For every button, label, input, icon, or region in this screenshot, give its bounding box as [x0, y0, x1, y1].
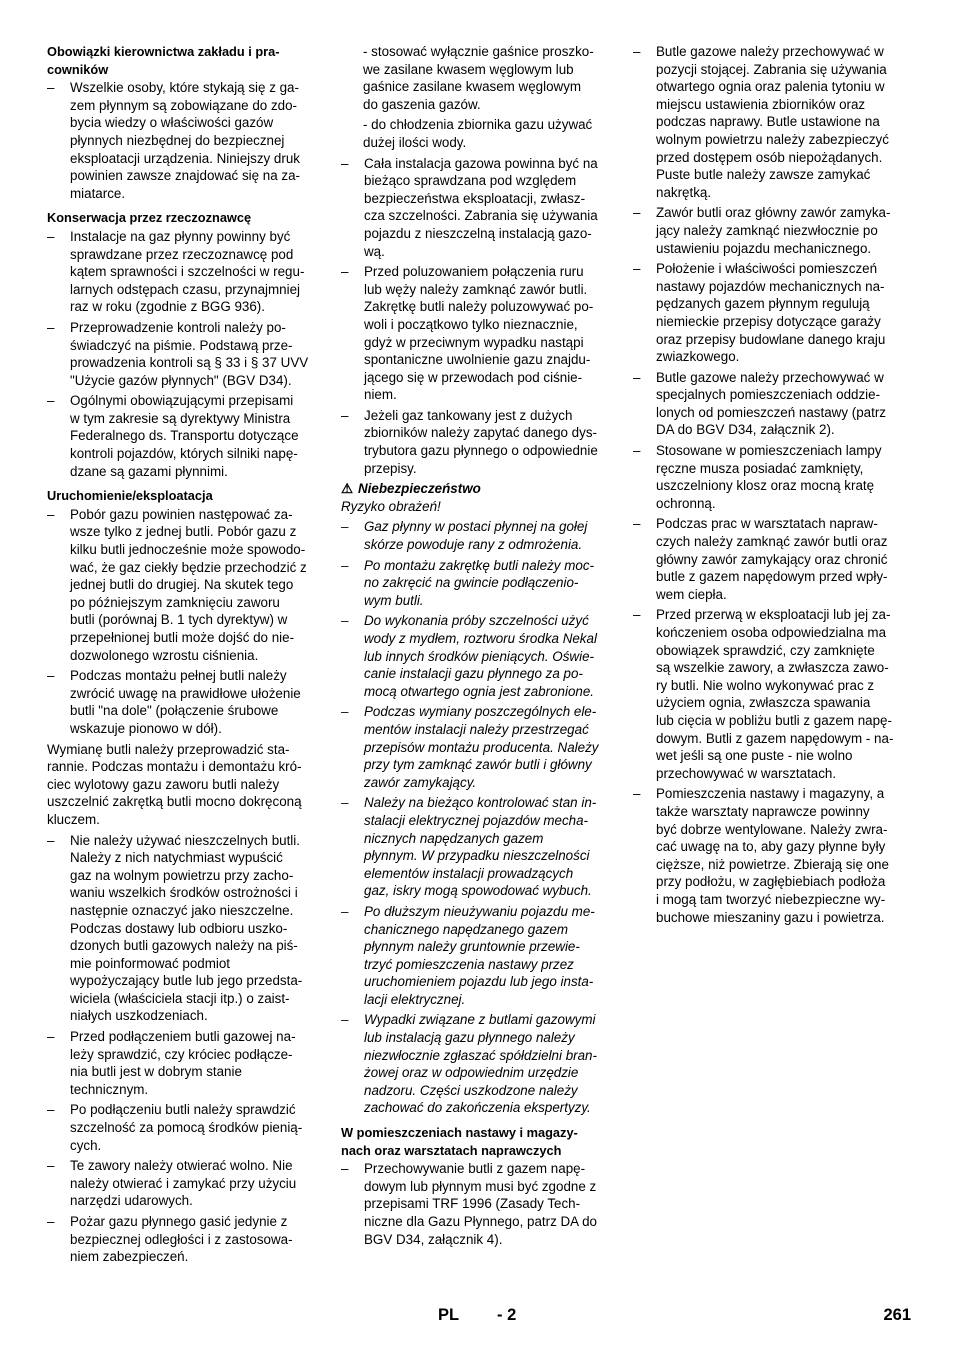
- list-item-text: Zawór butli oraz główny zawór zamyka- jący należy zamknąć niezwłocznie po ustawieniu pojazdu mechanicznego.: [656, 205, 891, 256]
- dash-bullet-icon: –: [47, 668, 55, 684]
- list-item-text: Stosowane w pomieszczeniach lampy ręczne musza posiadać zamknięty, uszczelniony klosz oraz mocną kratę ochronną.: [656, 443, 882, 511]
- warning-triangle-icon: ⚠: [341, 481, 354, 497]
- list-item: [47, 228, 322, 316]
- list-item: [633, 515, 908, 603]
- list-item-text: Przed poluzowaniem połączenia ruru lub węży należy zamknąć zawór butli. Zakrętkę butli należy poluzowywać po- woli i początkowo tylko nieznacznie, gdyż w przeciwnym wypadku nastąpi spontaniczne uwolnienie gazu znajdu- jącego się w przewodach pod ciśnie- niem.: [364, 264, 594, 403]
- list-item-text: Ogólnymi obowiązującymi przepisami w tym zakresie są dyrektywy Ministra Federalnego ds. Transportu dotyczące kontroli pojazdów, których silniki napę- dzane są gazami płynnimi.: [70, 393, 299, 479]
- dash-bullet-icon: –: [47, 393, 55, 409]
- dash-bullet-icon: –: [341, 795, 349, 811]
- list-item-text: Instalacje na gaz płynny powinny być sprawdzane przez rzeczoznawcę pod kątem sprawności i szczelności w regu- larnych odstępach czasu, przynajmniej raz w roku (zgodnie z BGG 936).: [70, 228, 305, 315]
- list-item: [341, 903, 616, 1009]
- list-item-text: Wypadki związane z butlami gazowymi lub instalacją gazu płynnego należy niezwłocznie zgłaszać spółdzielni bran- żowej oraz w odpowiednim urzędzie nadzoru. Części uszkodzone należy zachować do zakończenia ekspertyzy.: [364, 1012, 597, 1116]
- list-item: [633, 606, 908, 782]
- dash-bullet-icon: –: [341, 613, 349, 629]
- list-item-text: Do wykonania próby szczelności użyć wody z mydłem, roztworu środka Nekal lub innych środków pieniących. Oświe- canie instalacji gazu płynnego za po- mocą otwartego ognia jest zabronione.: [364, 613, 597, 699]
- dash-bullet-icon: –: [47, 1158, 55, 1174]
- warning-heading: [341, 480, 616, 498]
- dash-bullet-icon: –: [633, 369, 641, 385]
- list-item: [341, 794, 616, 900]
- dash-bullet-icon: –: [341, 1161, 349, 1177]
- dash-bullet-icon: –: [47, 80, 55, 96]
- column-2: [341, 43, 616, 1251]
- footer-language: PL: [438, 1306, 460, 1324]
- list-item-text: Przeprowadzenie kontroli należy po- świadczyć na piśmie. Podstawą prze- prowadzenia kontroli są § 33 i § 37 UVV "Użycie gazów płynnych" (BGV D34).: [70, 319, 309, 388]
- list-item: [341, 518, 616, 553]
- dash-bullet-icon: –: [633, 516, 641, 532]
- dash-bullet-icon: –: [47, 319, 55, 335]
- page-number: 261: [883, 1306, 911, 1324]
- list-item-text: Po dłuższym nieużywaniu pojazdu me- chanicznego napędzanego gazem płynnym należy gruntownie przewie- trzyć pomieszczenia nastawy przez uruchomieniem pojazdu lub jego insta- lacji elektrycznej.: [364, 903, 595, 1007]
- list-item: [47, 319, 322, 389]
- paragraph: Wymianę butli należy przeprowadzić sta- rannie. Podczas montażu i demontażu kró- ciec wylotowy gazu zaworu butli należy uszczelnić zakrętką butli mocno dokręconą kluczem.: [47, 741, 302, 827]
- dash-bullet-icon: –: [341, 264, 349, 280]
- list-item-text: Przed przerwą w eksploatacji lub jej za- kończeniem osoba odpowiedzialna ma obowiązek sprawdzić, czy zamknięte są wszelkie zawory, a zwłaszcza zawo- ry butli. Nie wolno wykonywać prac z użyciem ognia, zwłaszcza spawania lub cięcia w pobliżu butli z gazem napę- dowym. Butli z gazem napędowym - na- wet jeśli są one puste - nie wolno przechowywać w warsztatach.: [656, 607, 894, 781]
- dash-bullet-icon: –: [341, 407, 349, 423]
- list-item: [633, 43, 908, 201]
- list-item: [47, 1157, 322, 1210]
- list-item-text: Wszelkie osoby, które stykają się z ga- zem płynnym są zobowiązane do zdo- bycia wiedzy o właściwości gazów płynnych niezbędnej do bezpiecznej eksploatacji urządzenia. Niniejszy druk powinien zawsze znajdować się na za- miatarce.: [70, 80, 300, 201]
- dash-bullet-icon: –: [47, 1029, 55, 1045]
- list-item: [47, 1028, 322, 1098]
- section-heading: W pomieszczeniach nastawy i magazy- nach oraz warsztatach naprawczych: [341, 1125, 578, 1158]
- section-heading: Uruchomienie/eksploatacja: [47, 488, 213, 504]
- list-item-text: Pomieszczenia nastawy i magazyny, a także warsztaty naprawcze powinny być dobrze wentylowane. Należy zwra- cać uwagę na to, aby gazy płynne były cięższe, niż powietrze. Zbierają się one przy podłożu, w zagłębiebiach podłoża i mogą tam tworzyć niebezpieczne wy- buchowe mieszaniny gazu i powietrza.: [656, 786, 889, 925]
- dash-bullet-icon: –: [341, 903, 349, 919]
- dash-bullet-icon: –: [47, 506, 55, 522]
- paragraph: - stosować wyłącznie gaśnice proszko- we zasilane kwasem węglowym lub gaśnice zasilane kwasem węglowym do gaszenia gazów.: [363, 44, 594, 112]
- section-heading: Konserwacja przez rzeczoznawcę: [47, 210, 252, 226]
- list-item: [633, 442, 908, 512]
- dash-bullet-icon: –: [633, 44, 641, 59]
- list-item-text: Nie należy używać nieszczelnych butli. Należy z nich natychmiast wypuścić gaz na wolnym powietrzu przy zacho- waniu wszelkich środków ostrożności i następnie oznaczyć jako nieszczelne. Podczas dostawy lub odbioru uszko- dzonych butli gazowych należy na piś- mie poinformować podmiot wypożyczający butle lub jego przedsta- wiciela (właściciela stacji itp.) o zaist- niałych uszkodzeniach.: [70, 832, 303, 1024]
- list-item-text: Pożar gazu płynnego gasić jedynie z bezpiecznej odległości i z zastosowa- niem zabezpieczeń.: [70, 1214, 293, 1265]
- paragraph: - do chłodzenia zbiornika gazu używać dużej ilości wody.: [363, 117, 593, 150]
- list-item-text: Przed podłączeniem butli gazowej na- leży sprawdzić, czy króciec podłącze- nia butli jest w dobrym stanie technicznym.: [70, 1029, 296, 1097]
- dash-bullet-icon: –: [633, 261, 641, 277]
- list-item: [341, 612, 616, 700]
- list-item-text: Te zawory należy otwierać wolno. Nie należy otwierać i zamykać przy użyciu narzędzi udarowych.: [70, 1158, 297, 1209]
- list-item-text: Gaz płynny w postaci płynnej na gołej skórze powoduje rany z odmrożenia.: [364, 519, 588, 553]
- list-item-text: Cała instalacja gazowa powinna być na bieżąco sprawdzana pod względem bezpieczeństwa eksploatacji, zwłasz- cza szczelności. Zabrania się używania pojazdu z nieszczelną instalacją gazo- wą.: [364, 155, 598, 259]
- list-item: [341, 703, 616, 791]
- footer-section: - 2: [497, 1306, 517, 1324]
- list-item: [341, 155, 616, 261]
- dash-bullet-icon: –: [633, 443, 641, 459]
- list-item-text: Położenie i właściwości pomieszczeń nastawy pojazdów mechanicznych na- pędzanych gazem płynnym regulują niemieckie przepisy dotyczące garaży oraz przepisy budowlane danego kraju zwiazkowego.: [656, 261, 886, 365]
- list-item: [633, 204, 908, 257]
- dash-bullet-icon: –: [341, 704, 349, 720]
- dash-bullet-icon: –: [341, 1012, 349, 1028]
- list-item-text: Po podłączeniu butli należy sprawdzić szczelność za pomocą środków pienią- cych.: [70, 1102, 303, 1153]
- list-item-text: Podczas montażu pełnej butli należy zwrócić uwagę na prawidłowe ułożenie butli "na dole" (połączenie śrubowe wskazuje pionowo w dół).: [70, 668, 301, 736]
- list-item-text: Należy na bieżąco kontrolować stan in- stalacji elektrycznej pojazdów mecha- nicznych napędzanych gazem płynnym. W przypadku nieszczelności elementów instalacji prowadzących gaz, iskry mogą spowodować wybuch.: [364, 795, 597, 899]
- list-item: [341, 1011, 616, 1117]
- list-item: [47, 1101, 322, 1154]
- section-heading: Obowiązki kierownictwa zakładu i pra- cowników: [47, 44, 280, 77]
- list-item: [47, 667, 322, 737]
- dash-bullet-icon: –: [341, 155, 349, 171]
- dash-bullet-icon: –: [47, 1214, 55, 1229]
- list-item: [341, 263, 616, 404]
- list-item: [47, 506, 322, 664]
- list-item: [633, 260, 908, 366]
- list-item: [47, 1213, 322, 1266]
- dash-bullet-icon: –: [47, 832, 55, 848]
- dash-bullet-icon: –: [47, 228, 55, 244]
- dash-bullet-icon: –: [341, 519, 349, 535]
- list-item: [47, 832, 322, 1026]
- dash-bullet-icon: –: [633, 786, 641, 802]
- list-item-text: Jeżeli gaz tankowany jest z dużych zbiorników należy zapytać danego dys- trybutora gazu płynnego o odpowiednie przepisy.: [364, 407, 598, 476]
- list-item-text: Podczas prac w warsztatach napraw- czych należy zamknąć zawór butli oraz główny zawór zamykający oraz chronić butle z gazem napędowym przed wpły- wem ciepła.: [656, 516, 888, 602]
- dash-bullet-icon: –: [633, 205, 641, 221]
- list-item: [47, 79, 322, 202]
- dash-bullet-icon: –: [341, 557, 349, 573]
- column-3: [633, 43, 908, 929]
- list-item-text: Pobór gazu powinien następować za- wsze tylko z jednej butli. Pobór gazu z kilku butli jednocześnie może spowodo- wać, że gaz ciekły będzie przechodzić z jednej butli do drugiej. Na skutek tego po późniejszym zamknięciu zaworu butli (porównaj B. 1 tych dyrektyw) w przepełnionej butli może dojść do nie- dozwolonego wzrostu ciśnienia.: [70, 506, 307, 663]
- column-1: [47, 43, 322, 1269]
- list-item: [633, 369, 908, 439]
- list-item: [341, 407, 616, 477]
- list-item-text: Butle gazowe należy przechowywać w pozycji stojącej. Zabrania się używania otwartego ognia oraz palenia tytoniu w miejscu ustawienia zbiorników oraz podczas naprawy. Butle ustawione na wolnym powietrzu należy zabezpieczyć przed dostępem osób niepożądanych. Puste butle należy zawsze zamykać nakrętką.: [656, 44, 889, 200]
- list-item-text: Butle gazowe należy przechowywać w specjalnych pomieszczeniach oddzie- lonych od pomieszczeń nastawy (patrz DA do BGV D34, załącznik 2).: [656, 369, 886, 438]
- list-item-text: Podczas wymiany poszczególnych ele- mentów instalacji należy przestrzegać przepisów montażu producenta. Należy przy tym zamknąć zawór butli i główny zawór zamykający.: [364, 704, 599, 790]
- warning-label: Niebezpieczeństwo: [358, 481, 481, 497]
- list-item-text: Przechowywanie butli z gazem napę- dowym lub płynnym musi być zgodne z przepisami TRF 1996 (Zasady Tech- niczne dla Gazu Płynnego, patrz DA do BGV D34, załącznik 4).: [364, 1161, 597, 1247]
- list-item: [47, 392, 322, 480]
- list-item: [341, 1160, 616, 1248]
- list-item: [341, 557, 616, 610]
- paragraph: Ryzyko obrażeń!: [341, 498, 441, 514]
- dash-bullet-icon: –: [47, 1102, 55, 1118]
- dash-bullet-icon: –: [633, 607, 641, 623]
- list-item: [633, 785, 908, 926]
- list-item-text: Po montażu zakrętkę butli należy moc- no zakręcić na gwincie podłączenio- wym butli.: [364, 557, 594, 608]
